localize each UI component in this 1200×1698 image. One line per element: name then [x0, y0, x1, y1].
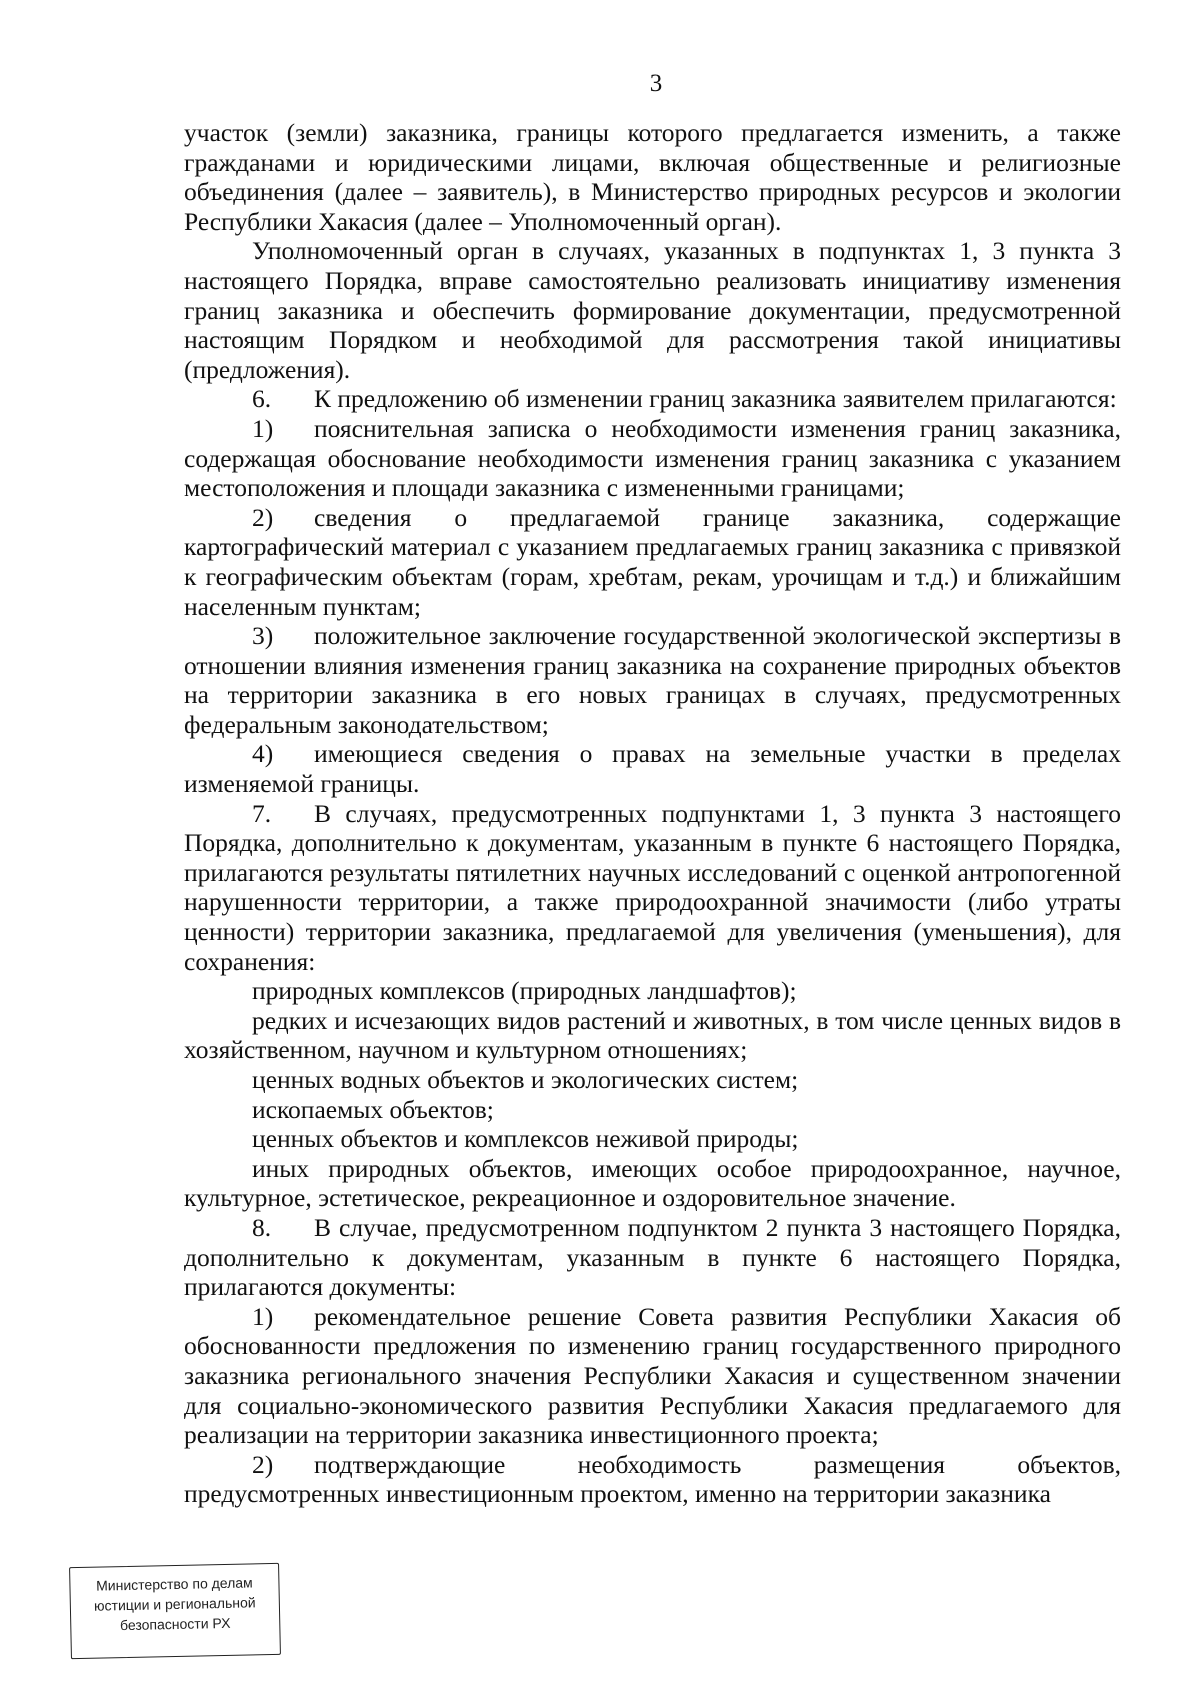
list-line: иных природных объектов, имеющих особое природоохранное, научное, культурное, эстетическое, рекреационное и оздоровительное значение. [184, 1153, 1121, 1213]
clause-6-item-3 [184, 621, 1121, 739]
clause-text: рекомендательное решение Совета развития Республики Хакасия об обоснованности предложения по изменению границ государственного природного заказника регионального значения Республики Хакасия и существенном значении для социально-экономического развития Республики Хакасия предлагаемого для реализации на территории заказника инвестиционного проекта; [184, 1301, 1121, 1450]
stamp-line: Министерство по делам [96, 1574, 253, 1594]
clause-text: К предложению об изменении границ заказника заявителем прилагаются: [314, 384, 1117, 414]
clause-number: 2) [252, 1449, 274, 1479]
clause-text: пояснительная записка о необходимости изменения границ заказника, содержащая обоснование необходимости изменения границ заказника с указанием местоположения и площади заказника с измененными границами; [184, 413, 1121, 503]
list-line: редких и исчезающих видов растений и животных, в том числе ценных видов в хозяйственном, научном и культурном отношениях; [184, 1005, 1121, 1065]
list-line: ценных объектов и комплексов неживой природы; [252, 1124, 799, 1154]
page-number: 3 [649, 70, 663, 97]
clause-8-item-2 [184, 1450, 1121, 1509]
ministry-stamp [69, 1563, 281, 1659]
clause-text: В случае, предусмотренном подпунктом 2 пункта 3 настоящего Порядка, дополнительно к документам, указанным в пункте 6 настоящего Порядка, прилагаются документы: [184, 1212, 1121, 1302]
clause-number: 6. [252, 384, 272, 414]
clause-text: подтверждающие необходимость размещения объектов, предусмотренных инвестиционным проектом, именно на территории заказника [184, 1449, 1121, 1509]
clause-number: 7. [252, 798, 272, 828]
clause-7 [184, 799, 1121, 977]
clause-text: В случаях, предусмотренных подпунктами 1, 3 пункта 3 настоящего Порядка, дополнительно к документам, указанным в пункте 6 настоящего Порядка, прилагаются результаты пятилетних научных исследований с оценкой антропогенной нарушенности территории, а также природоохранной значимости (либо утраты ценности) территории заказника, предлагаемой для увеличения (уменьшения), для сохранения: [184, 798, 1121, 976]
clause-text: сведения о предлагаемой границе заказника, содержащие картографический материал с указанием предлагаемых границ заказника с привязкой к географическим объектам (горам, хребтам, рекам, урочищам и т.д.) и ближайшим населенным пунктам; [184, 502, 1121, 621]
clause-6 [184, 384, 1121, 414]
clause-text: имеющиеся сведения о правах на земельные участки в пределах изменяемой границы. [184, 739, 1121, 799]
clause-number: 2) [252, 502, 274, 532]
clause-8 [184, 1213, 1121, 1302]
clause-text: положительное заключение государственной экологической экспертизы в отношении влияния изменения границ заказника на сохранение природных объектов на территории заказника в его новых границах в случаях, предусмотренных федеральным законодательством; [184, 621, 1121, 739]
clause-number: 1) [252, 1301, 274, 1331]
clause-number: 4) [252, 739, 274, 769]
clause-number: 3) [252, 621, 274, 651]
clause-6-item-1 [184, 414, 1121, 503]
stamp-line: безопасности РХ [119, 1614, 231, 1634]
list-line: ценных водных объектов и экологических систем; [252, 1065, 799, 1094]
stamp-line: юстиции и региональной [93, 1594, 256, 1614]
paragraph-continuation: участок (земли) заказника, границы которого предлагается изменить, а также гражданами и юридическими лицами, включая общественные и религиозные объединения (далее – заявитель), в Министерство природных ресурсов и экологии Республики Хакасия (далее – Уполномоченный орган). [184, 118, 1121, 236]
list-line: ископаемых объектов; [252, 1094, 494, 1124]
list-line: природных комплексов (природных ландшафтов); [252, 976, 797, 1006]
clause-6-item-2 [184, 503, 1121, 621]
clause-8-item-1 [184, 1302, 1121, 1450]
clause-6-item-4 [184, 739, 1121, 798]
clause-number: 1) [252, 413, 274, 443]
document-body [184, 118, 1121, 1509]
clause-number: 8. [252, 1212, 272, 1242]
paragraph-authority: Уполномоченный орган в случаях, указанных в подпунктах 1, 3 пункта 3 настоящего Порядка, вправе самостоятельно реализовать инициативу изменения границ заказника и обеспечить формирование документации, предусмотренной настоящим Порядком и необходимой для рассмотрения такой инициативы (предложения). [184, 236, 1121, 384]
